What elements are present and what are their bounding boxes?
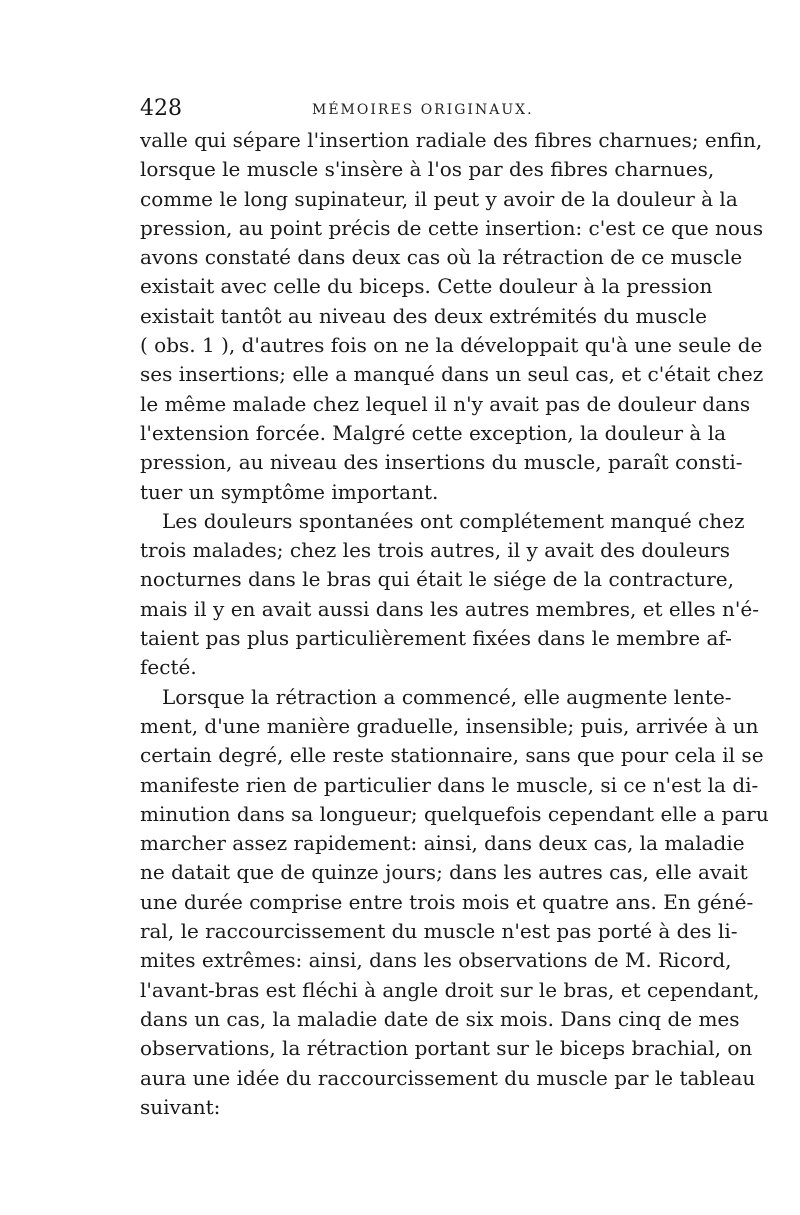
paragraph xyxy=(140,507,759,683)
text-line: aura une idée du raccourcissement du muscle par le tableau xyxy=(140,1065,756,1090)
paragraph xyxy=(140,683,769,1122)
text-line: ment, d'une manière graduelle, insensible; puis, arrivée à un xyxy=(140,713,759,738)
text-line: taient pas plus particulièrement fixées dans le membre af- xyxy=(140,626,732,651)
text-line: existait avec celle du biceps. Cette douleur à la pression xyxy=(140,274,713,299)
text-line: marcher assez rapidement: ainsi, dans deux cas, la maladie xyxy=(140,831,745,856)
text-line: dans un cas, la maladie date de six mois. Dans cinq de mes xyxy=(140,1006,740,1031)
text-line: comme le long supinateur, il peut y avoir de la douleur à la xyxy=(140,186,738,211)
running-head: MÉMOIRES ORIGINAUX. xyxy=(312,102,534,118)
text-line: tuer un symptôme important. xyxy=(140,479,439,504)
text-line: une durée comprise entre trois mois et quatre ans. En géné- xyxy=(140,889,754,914)
paragraph xyxy=(140,126,764,507)
text-line: ne datait que de quinze jours; dans les autres cas, elle avait xyxy=(140,860,748,885)
text-line: Lorsque la rétraction a commencé, elle augmente lente- xyxy=(162,684,732,709)
text-line: minution dans sa longueur; quelquefois cependant elle a paru xyxy=(140,801,769,826)
text-line: mais il y en avait aussi dans les autres membres, et elles n'é- xyxy=(140,596,759,621)
text-line: existait tantôt au niveau des deux extrémités du muscle xyxy=(140,303,707,328)
text-line: le même malade chez lequel il n'y avait pas de douleur dans xyxy=(140,391,751,416)
text-line: lorsque le muscle s'insère à l'os par des fibres charnues, xyxy=(140,157,715,182)
page-header xyxy=(140,94,670,124)
text-line: nocturnes dans le bras qui était le siége de la contracture, xyxy=(140,567,734,592)
text-line: certain degré, elle reste stationnaire, sans que pour cela il se xyxy=(140,743,764,768)
text-line: observations, la rétraction portant sur le biceps brachial, on xyxy=(140,1036,753,1061)
text-line: trois malades; chez les trois autres, il y avait des douleurs xyxy=(140,538,731,563)
text-line: manifeste rien de particulier dans le muscle, si ce n'est la di- xyxy=(140,772,759,797)
text-line: Les douleurs spontanées ont complétement manqué chez xyxy=(162,508,745,533)
text-line: ( obs. 1 ), d'autres fois on ne la développait qu'à une seule de xyxy=(140,333,763,358)
page-body xyxy=(140,126,769,1122)
text-line: l'extension forcée. Malgré cette exception, la douleur à la xyxy=(140,420,727,445)
text-line: fecté. xyxy=(140,655,197,680)
text-line: mites extrêmes: ainsi, dans les observations de M. Ricord, xyxy=(140,948,732,973)
page-number: 428 xyxy=(140,96,182,121)
text-line: ral, le raccourcissement du muscle n'est pas porté à des li- xyxy=(140,919,738,944)
text-line: suivant: xyxy=(140,1094,221,1119)
text-line: ses insertions; elle a manqué dans un seul cas, et c'était chez xyxy=(140,362,764,387)
text-line: valle qui sépare l'insertion radiale des fibres charnues; enfin, xyxy=(140,128,763,152)
text-line: l'avant-bras est fléchi à angle droit sur le bras, et cependant, xyxy=(140,977,760,1002)
text-line: pression, au niveau des insertions du muscle, paraît consti- xyxy=(140,450,743,475)
text-line: pression, au point précis de cette insertion: c'est ce que nous xyxy=(140,215,764,240)
text-line: avons constaté dans deux cas où la rétraction de ce muscle xyxy=(140,245,743,270)
